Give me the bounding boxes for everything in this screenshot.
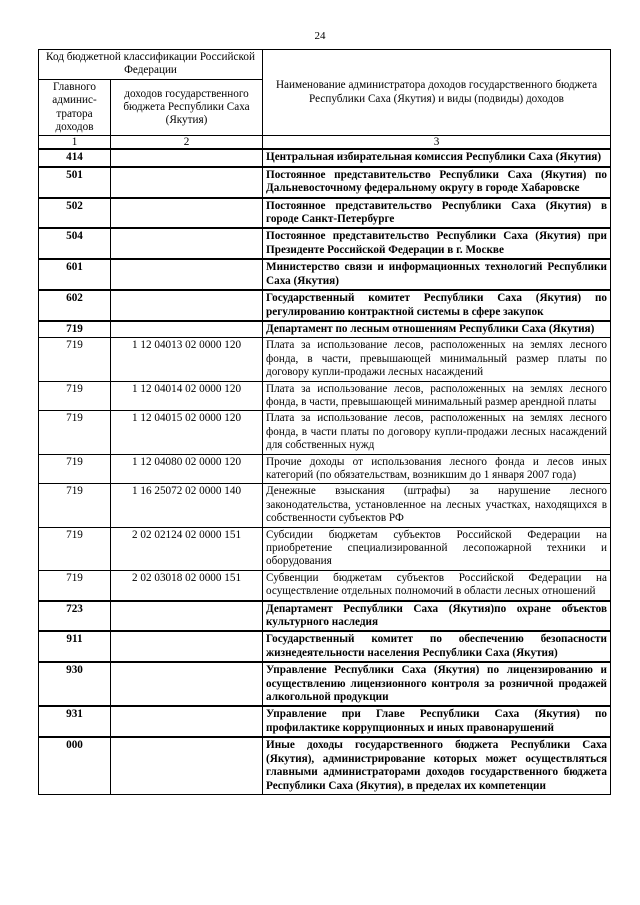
income-name-cell: Управление Республики Саха (Якутия) по лицензированию и осуществлению лицензионного контроля за розничной продажей алкогольной продукции xyxy=(263,662,611,706)
column-number-3: 3 xyxy=(263,136,611,150)
income-name-cell: Субвенции бюджетам субъектов Российской Федерации на осуществление отдельных полномочий в области лесных отношений xyxy=(263,570,611,600)
admin-code-cell: 601 xyxy=(39,259,111,290)
header-code-group: Код бюджетной классификации Российской Федерации xyxy=(39,50,263,80)
table-row xyxy=(39,321,611,338)
admin-code-cell: 501 xyxy=(39,167,111,198)
table-row xyxy=(39,527,611,570)
table-row xyxy=(39,290,611,321)
income-name-cell: Департамент по лесным отношениям Республики Саха (Якутия) xyxy=(263,321,611,338)
income-name-cell: Центральная избирательная комиссия Республики Саха (Якутия) xyxy=(263,149,611,166)
header-admin-code: Главного админис-тратора доходов xyxy=(39,79,111,136)
income-name-cell: Плата за использование лесов, расположенных на землях лесного фонда, в части платы по договору купли-продажи лесных насаждений для собственных нужд xyxy=(263,411,611,454)
income-name-cell: Прочие доходы от использования лесного фонда и лесов иных категорий (по обязательствам, возникшим до 1 января 2007 года) xyxy=(263,454,611,484)
page-number: 24 xyxy=(314,30,326,42)
admin-code-cell: 719 xyxy=(39,321,111,338)
column-number-1: 1 xyxy=(39,136,111,150)
admin-code-cell: 719 xyxy=(39,484,111,527)
income-code-cell xyxy=(111,737,263,794)
income-code-cell xyxy=(111,662,263,706)
table-row xyxy=(39,454,611,484)
table-row xyxy=(39,198,611,229)
income-name-cell: Постоянное представительство Республики Саха (Якутия) по Дальневосточному федеральному округу в городе Хабаровске xyxy=(263,167,611,198)
income-code-cell xyxy=(111,706,263,737)
header-income-code: доходов государственного бюджета Республики Саха (Якутия) xyxy=(111,79,263,136)
income-code-cell: 1 12 04080 02 0000 120 xyxy=(111,454,263,484)
income-code-cell xyxy=(111,149,263,166)
column-number-2: 2 xyxy=(111,136,263,150)
revenue-administrators-table xyxy=(38,49,611,795)
income-name-cell: Управление при Главе Республики Саха (Якутия) по профилактике коррупционных и иных правонарушений xyxy=(263,706,611,737)
income-code-cell xyxy=(111,631,263,662)
table-row xyxy=(39,167,611,198)
income-name-cell: Плата за использование лесов, расположенных на землях лесного фонда, в части, превышающей минимальный размер арендной платы xyxy=(263,381,611,411)
table-row xyxy=(39,570,611,600)
income-code-cell: 1 12 04015 02 0000 120 xyxy=(111,411,263,454)
admin-code-cell: 931 xyxy=(39,706,111,737)
admin-code-cell: 719 xyxy=(39,527,111,570)
income-name-cell: Государственный комитет Республики Саха (Якутия) по регулированию контрактной системы в сфере закупок xyxy=(263,290,611,321)
admin-code-cell: 502 xyxy=(39,198,111,229)
income-name-cell: Плата за использование лесов, расположенных на землях лесного фонда, в части, превышающей минимальный размер платы по договору купли-продажи лесных насаждений xyxy=(263,338,611,381)
admin-code-cell: 504 xyxy=(39,228,111,259)
table-row xyxy=(39,601,611,632)
table-row xyxy=(39,228,611,259)
income-name-cell: Иные доходы государственного бюджета Республики Саха (Якутия), администрирование которых может осуществляться главными администраторами доходов государственного бюджета Республики Саха (Якутия), в пределах их компетенции xyxy=(263,737,611,794)
table-row xyxy=(39,484,611,527)
table-row xyxy=(39,259,611,290)
income-name-cell: Государственный комитет по обеспечению безопасности жизнедеятельности населения Республики Саха (Якутия) xyxy=(263,631,611,662)
income-name-cell: Субсидии бюджетам субъектов Российской Федерации на приобретение специализированной лесопожарной техники и оборудования xyxy=(263,527,611,570)
income-code-cell: 2 02 02124 02 0000 151 xyxy=(111,527,263,570)
income-code-cell: 1 12 04014 02 0000 120 xyxy=(111,381,263,411)
admin-code-cell: 719 xyxy=(39,570,111,600)
table-row xyxy=(39,706,611,737)
income-name-cell: Департамент Республики Саха (Якутия)по охране объектов культурного наследия xyxy=(263,601,611,632)
table-row xyxy=(39,381,611,411)
income-name-cell: Денежные взыскания (штрафы) за нарушение лесного законодательства, установленное на лесных участках, находящихся в собственности субъектов РФ xyxy=(263,484,611,527)
table-row xyxy=(39,411,611,454)
income-code-cell xyxy=(111,198,263,229)
income-code-cell xyxy=(111,601,263,632)
admin-code-cell: 719 xyxy=(39,411,111,454)
income-code-cell xyxy=(111,259,263,290)
table-row xyxy=(39,338,611,381)
admin-code-cell: 930 xyxy=(39,662,111,706)
admin-code-cell: 602 xyxy=(39,290,111,321)
income-code-cell xyxy=(111,167,263,198)
income-code-cell: 2 02 03018 02 0000 151 xyxy=(111,570,263,600)
admin-code-cell: 719 xyxy=(39,454,111,484)
income-code-cell xyxy=(111,228,263,259)
table-row xyxy=(39,631,611,662)
table-row xyxy=(39,737,611,794)
header-name: Наименование администратора доходов государственного бюджета Республики Саха (Якутия) и виды (подвиды) доходов xyxy=(263,50,611,136)
income-name-cell: Министерство связи и информационных технологий Республики Саха (Якутия) xyxy=(263,259,611,290)
table-row xyxy=(39,662,611,706)
income-code-cell: 1 16 25072 02 0000 140 xyxy=(111,484,263,527)
admin-code-cell: 719 xyxy=(39,338,111,381)
table-row xyxy=(39,149,611,166)
admin-code-cell: 000 xyxy=(39,737,111,794)
income-code-cell xyxy=(111,321,263,338)
admin-code-cell: 723 xyxy=(39,601,111,632)
income-code-cell: 1 12 04013 02 0000 120 xyxy=(111,338,263,381)
admin-code-cell: 719 xyxy=(39,381,111,411)
income-code-cell xyxy=(111,290,263,321)
admin-code-cell: 911 xyxy=(39,631,111,662)
income-name-cell: Постоянное представительство Республики Саха (Якутия) в городе Санкт-Петербурге xyxy=(263,198,611,229)
income-name-cell: Постоянное представительство Республики Саха (Якутия) при Президенте Российской Федерации в г. Москве xyxy=(263,228,611,259)
admin-code-cell: 414 xyxy=(39,149,111,166)
